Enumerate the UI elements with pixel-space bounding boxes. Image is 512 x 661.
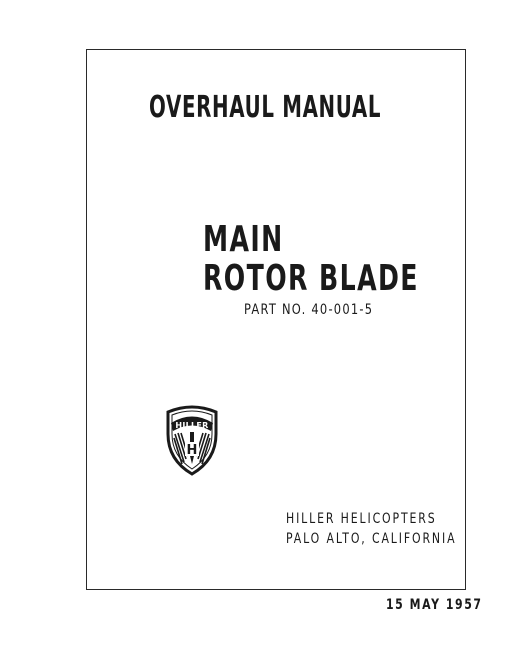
- company-location: PALO ALTO, CALIFORNIA: [286, 531, 457, 547]
- logo-banner-text: HILLER: [175, 421, 209, 430]
- publication-date: 15 MAY 1957: [386, 597, 483, 613]
- logo-letter: H: [186, 443, 198, 458]
- subject-title-line-1: MAIN: [203, 219, 284, 260]
- part-number: PART NO. 40-001-5: [244, 302, 374, 318]
- document-title: OVERHAUL MANUAL: [149, 90, 382, 125]
- hiller-winged-shield-logo-icon: [164, 404, 220, 476]
- subject-title-line-2: ROTOR BLADE: [203, 258, 419, 299]
- company-name: HILLER HELICOPTERS: [286, 511, 437, 527]
- cover-border-frame: [86, 49, 466, 590]
